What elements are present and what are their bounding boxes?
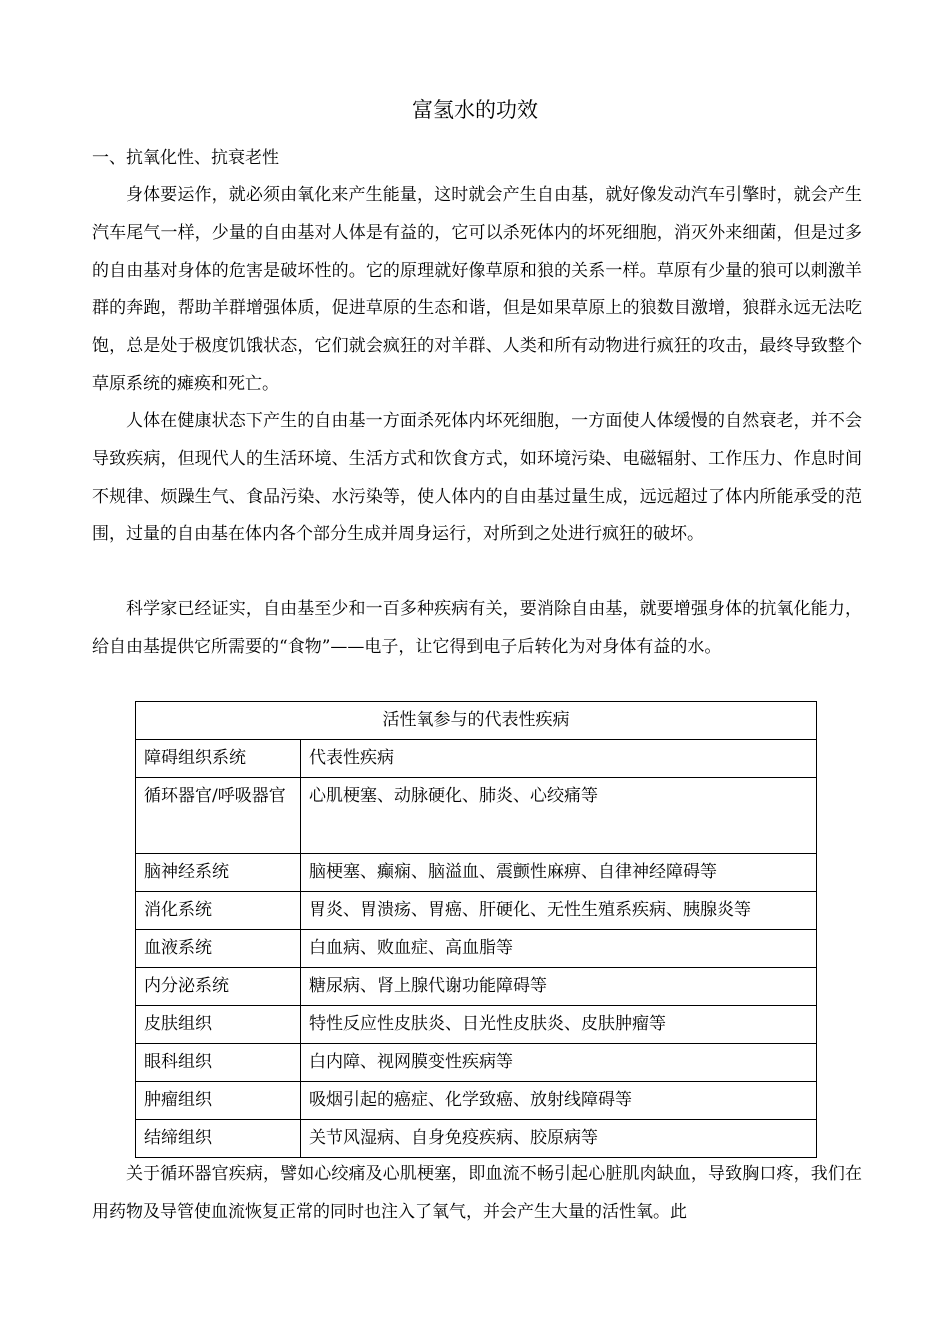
section-heading: 一、抗氧化性、抗衰老性 [92, 148, 279, 168]
table-cell-system: 消化系统 [136, 892, 301, 930]
table-cell-diseases: 白内障、视网膜变性疾病等 [301, 1044, 817, 1082]
table-cell-system: 皮肤组织 [136, 1006, 301, 1044]
table-cell-system: 内分泌系统 [136, 968, 301, 1006]
table-header-system: 障碍组织系统 [136, 740, 301, 778]
table-header-row [136, 740, 817, 778]
table-cell-diseases: 关节风湿病、自身免疫疾病、胶原病等 [301, 1120, 817, 1158]
table-row [136, 1044, 817, 1082]
table-row [136, 930, 817, 968]
table-cell-system: 眼科组织 [136, 1044, 301, 1082]
table-header-diseases: 代表性疾病 [301, 740, 817, 778]
table-cell-diseases: 脑梗塞、癫痫、脑溢血、震颤性麻痹、自律神经障碍等 [301, 854, 817, 892]
table-caption-row [136, 702, 817, 740]
table-cell-system: 结缔组织 [136, 1120, 301, 1158]
table-row [136, 1082, 817, 1120]
table-cell-system: 脑神经系统 [136, 854, 301, 892]
paragraph-modern-lifestyle: 人体在健康状态下产生的自由基一方面杀死体内坏死细胞，一方面使人体缓慢的自然衰老，并不会导致疾病，但现代人的生活环境、生活方式和饮食方式，如环境污染、电磁辐射、工作压力、作息时间不规律、烦躁生气、食品污染、水污染等，使人体内的自由基过量生成，远远超过了体内所能承受的范围，过量的自由基在体内各个部分生成并周身运行，对所到之处进行疯狂的破坏。 [92, 411, 862, 545]
table-cell-diseases: 白血病、败血症、高血脂等 [301, 930, 817, 968]
table-cell-diseases: 心肌梗塞、动脉硬化、肺炎、心绞痛等 [301, 778, 817, 854]
table-cell-system: 循环器官/呼吸器官 [136, 778, 301, 854]
table-cell-diseases: 胃炎、胃溃疡、胃癌、肝硬化、无性生殖系疾病、胰腺炎等 [301, 892, 817, 930]
table-caption: 活性氧参与的代表性疾病 [136, 702, 817, 740]
table-row [136, 1120, 817, 1158]
table-cell-diseases: 糖尿病、肾上腺代谢功能障碍等 [301, 968, 817, 1006]
table-row [136, 968, 817, 1006]
disease-table [135, 701, 817, 1158]
table-row [136, 778, 817, 854]
table-cell-system: 血液系统 [136, 930, 301, 968]
table-cell-system: 肿瘤组织 [136, 1082, 301, 1120]
page-title: 富氢水的功效 [412, 98, 538, 122]
table-row [136, 892, 817, 930]
paragraph-circulatory: 关于循环器官疾病，譬如心绞痛及心肌梗塞，即血流不畅引起心脏肌肉缺血，导致胸口疼，我们在用药物及导管使血流恢复正常的同时也注入了氧气，并会产生大量的活性氧。此 [92, 1164, 862, 1222]
table-cell-diseases: 特性反应性皮肤炎、日光性皮肤炎、皮肤肿瘤等 [301, 1006, 817, 1044]
paragraph-free-radicals-intro: 身体要运作，就必须由氧化来产生能量，这时就会产生自由基，就好像发动汽车引擎时，就会产生汽车尾气一样，少量的自由基对人体是有益的，它可以杀死体内的坏死细胞，消灭外来细菌，但是过多的自由基对身体的危害是破坏性的。它的原理就好像草原和狼的关系一样。草原有少量的狼可以刺激羊群的奔跑，帮助羊群增强体质，促进草原的生态和谐，但是如果草原上的狼数目激增，狼群永远无法吃饱，总是处于极度饥饿状态，它们就会疯狂的对羊群、人类和所有动物进行疯狂的攻击，最终导致整个草原系统的瘫痪和死亡。 [92, 185, 862, 394]
table-cell-diseases: 吸烟引起的癌症、化学致癌、放射线障碍等 [301, 1082, 817, 1120]
table-row [136, 854, 817, 892]
paragraph-antioxidant: 科学家已经证实，自由基至少和一百多种疾病有关，要消除自由基，就要增强身体的抗氧化能力，给自由基提供它所需要的“食物”——电子，让它得到电子后转化为对身体有益的水。 [92, 599, 862, 657]
table-row [136, 1006, 817, 1044]
